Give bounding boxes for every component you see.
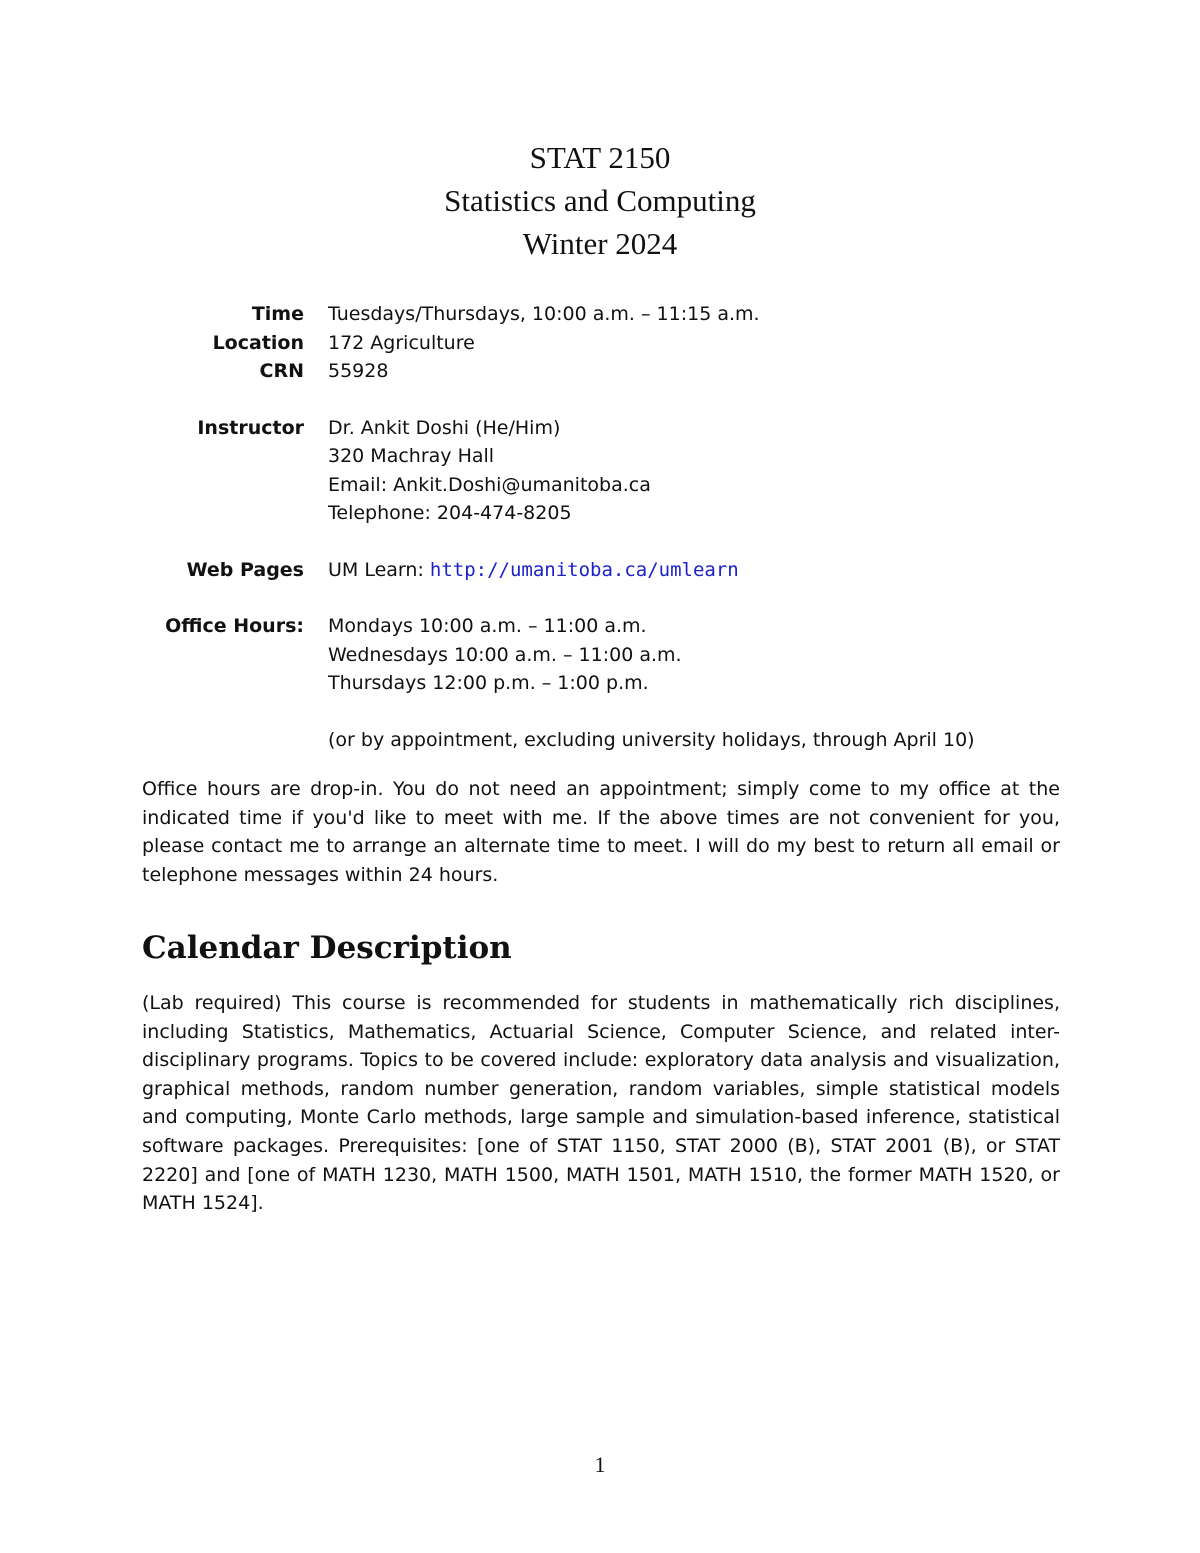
time-value: Tuesdays/Thursdays, 10:00 a.m. – 11:15 a.m. <box>328 303 760 325</box>
course-term: Winter 2024 <box>522 226 678 261</box>
instructor-name: Dr. Ankit Doshi (He/Him) <box>328 416 561 439</box>
office-hours-note: (or by appointment, excluding university holidays, through April 10) <box>328 728 975 751</box>
web-prefix: UM Learn: <box>328 558 430 581</box>
web-pages-label: Web Pages <box>186 558 304 581</box>
instructor-email: Email: Ankit.Doshi@umanitoba.ca <box>328 473 651 496</box>
calendar-description-heading: Calendar Description <box>142 930 512 966</box>
umlearn-link[interactable]: http://umanitoba.ca/umlearn <box>429 558 739 581</box>
crn-value: 55928 <box>328 360 389 382</box>
office-hours-monday: Mondays 10:00 a.m. – 11:00 a.m. <box>328 615 647 637</box>
location-label: Location <box>212 331 304 354</box>
instructor-phone: Telephone: 204-474-8205 <box>328 502 572 524</box>
calendar-description-text: (Lab required) This course is recommended for students in mathematically rich disciplines, including Statistics, Mathematics, Actuarial Science, Computer Science, and related inter-disciplinary programs. Topics to be covered include: exploratory data analysis and visualization, graphical methods, random number generation, random variables, simple statistical models and computing, Monte Carlo methods, large sample and simulation-based inference, statistical software packages. Prerequisites: [one of STAT 1150, STAT 2000 (B), STAT 2001 (B), or STAT 2220] and [one of MATH 1230, MATH 1500, MATH 1501, MATH 1510, the former MATH 1520, or MATH 1524]. <box>142 992 1060 1215</box>
page-number: 1 <box>594 1452 606 1477</box>
instructor-office: 320 Machray Hall <box>328 445 495 467</box>
time-label: Time <box>251 303 304 325</box>
office-hours-wednesday: Wednesdays 10:00 a.m. – 11:00 a.m. <box>328 643 682 666</box>
crn-label: CRN <box>259 360 304 382</box>
location-value: 172 Agriculture <box>328 331 475 354</box>
course-title: Statistics and Computing <box>444 183 756 218</box>
web-pages-value <box>328 556 739 585</box>
office-hours-label: Office Hours: <box>165 615 304 637</box>
instructor-label: Instructor <box>197 416 304 439</box>
title-block <box>0 136 1200 265</box>
office-hours-thursday: Thursdays 12:00 p.m. – 1:00 p.m. <box>328 672 649 694</box>
office-hours-paragraph: Office hours are drop-in. You do not need an appointment; simply come to my office at the indicated time if you'd like to meet with me. If the above times are not convenient for you, please contact me to arrange an alternate time to meet. I will do my best to return all email or telephone messages within 24 hours. <box>142 778 1060 886</box>
course-code: STAT 2150 <box>529 140 671 175</box>
